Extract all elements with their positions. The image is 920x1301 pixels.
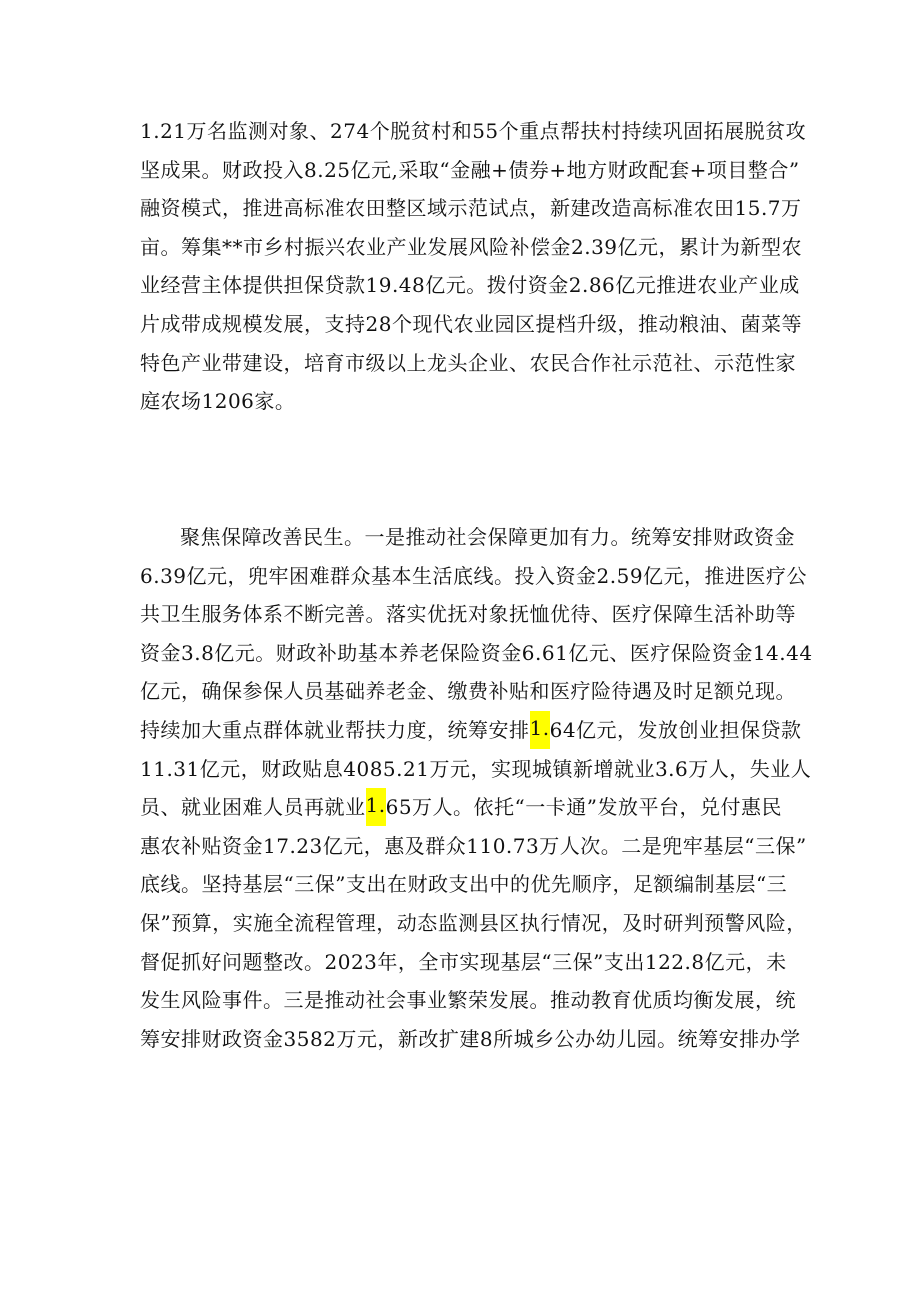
- highlighted-text: 1.: [366, 788, 386, 826]
- text-line: 1.21万名监测对象、274个脱贫村和55个重点帮扶村持续巩固拓展脱贫攻: [140, 119, 807, 143]
- paragraph-first-line: 聚焦保障改善民生。一是推动社会保障更加有力。统筹安排财政资金: [180, 525, 795, 549]
- text-line-with-highlight: [140, 711, 802, 750]
- text-line: 融资模式，推进高标准农田整区域示范试点，新建改造高标准农田15.7万: [140, 196, 802, 221]
- paragraph-rural-revitalization: [140, 112, 807, 421]
- text-line: 亿元，确保参保人员基础养老金、缴费补贴和医疗险待遇及时足额兑现。: [140, 679, 796, 704]
- text-line: 11.31亿元，财政贴息4085.21万元，实现城镇新增就业3.6万人，失业人: [140, 756, 812, 781]
- text-segment: 员、就业困难人员再就业: [140, 795, 366, 820]
- text-line: 坚成果。财政投入8.25亿元,采取“金融+债券+地方财政配套+项目整合”: [140, 157, 800, 182]
- text-line-with-highlight: [140, 788, 780, 827]
- text-line: 筹安排财政资金3582万元，新改扩建8所城乡公办幼儿园。统筹安排办学: [140, 1026, 801, 1051]
- text-line: 共卫生服务体系不断完善。落实优抚对象抚恤优待、医疗保障生活补助等: [140, 602, 796, 627]
- text-line: 特色产业带建设，培育市级以上龙头企业、农民合作社示范社、示范性家: [140, 350, 796, 375]
- text-line: 业经营主体提供担保贷款19.48亿元。拨付资金2.86亿元推进农业产业成: [140, 273, 800, 298]
- text-line: 亩。筹集**市乡村振兴农业产业发展风险补偿金2.39亿元，累计为新型农: [140, 234, 803, 259]
- text-line: 保”预算，实施全流程管理，动态监测县区执行情况，及时研判预警风险，: [140, 910, 807, 935]
- text-segment: 64亿元，发放创业担保贷款: [549, 717, 802, 742]
- text-line: 片成带成规模发展，支持28个现代农业园区提档升级，推动粮油、菌菜等: [140, 311, 802, 336]
- text-line: 底线。坚持基层“三保”支出在财政支出中的优先顺序，足额编制基层“三: [140, 872, 788, 897]
- highlighted-text: 1.: [530, 711, 550, 749]
- text-line: 发生风险事件。三是推动社会事业繁荣发展。推动教育优质均衡发展，统: [140, 988, 796, 1013]
- text-line: 庭农场1206家。: [140, 389, 296, 414]
- text-line: 督促抓好问题整改。2023年，全市实现基层“三保”支出122.8亿元，未: [140, 949, 787, 974]
- text-segment: 65万人。依托“一卡通”发放平台，兑付惠民: [385, 795, 782, 820]
- text-line: 惠农补贴资金17.23亿元，惠及群众110.73万人次。二是兜牢基层“三保”: [140, 833, 807, 858]
- text-segment: 持续加大重点群体就业帮扶力度，统筹安排: [140, 717, 530, 742]
- text-line: 6.39亿元，兜牢困难群众基本生活底线。投入资金2.59亿元，推进医疗公: [140, 563, 808, 588]
- text-line: 资金3.8亿元。财政补助基本养老保险资金6.61亿元、医疗保险资金14.44: [140, 640, 813, 665]
- paragraph-livelihood: [140, 518, 813, 1058]
